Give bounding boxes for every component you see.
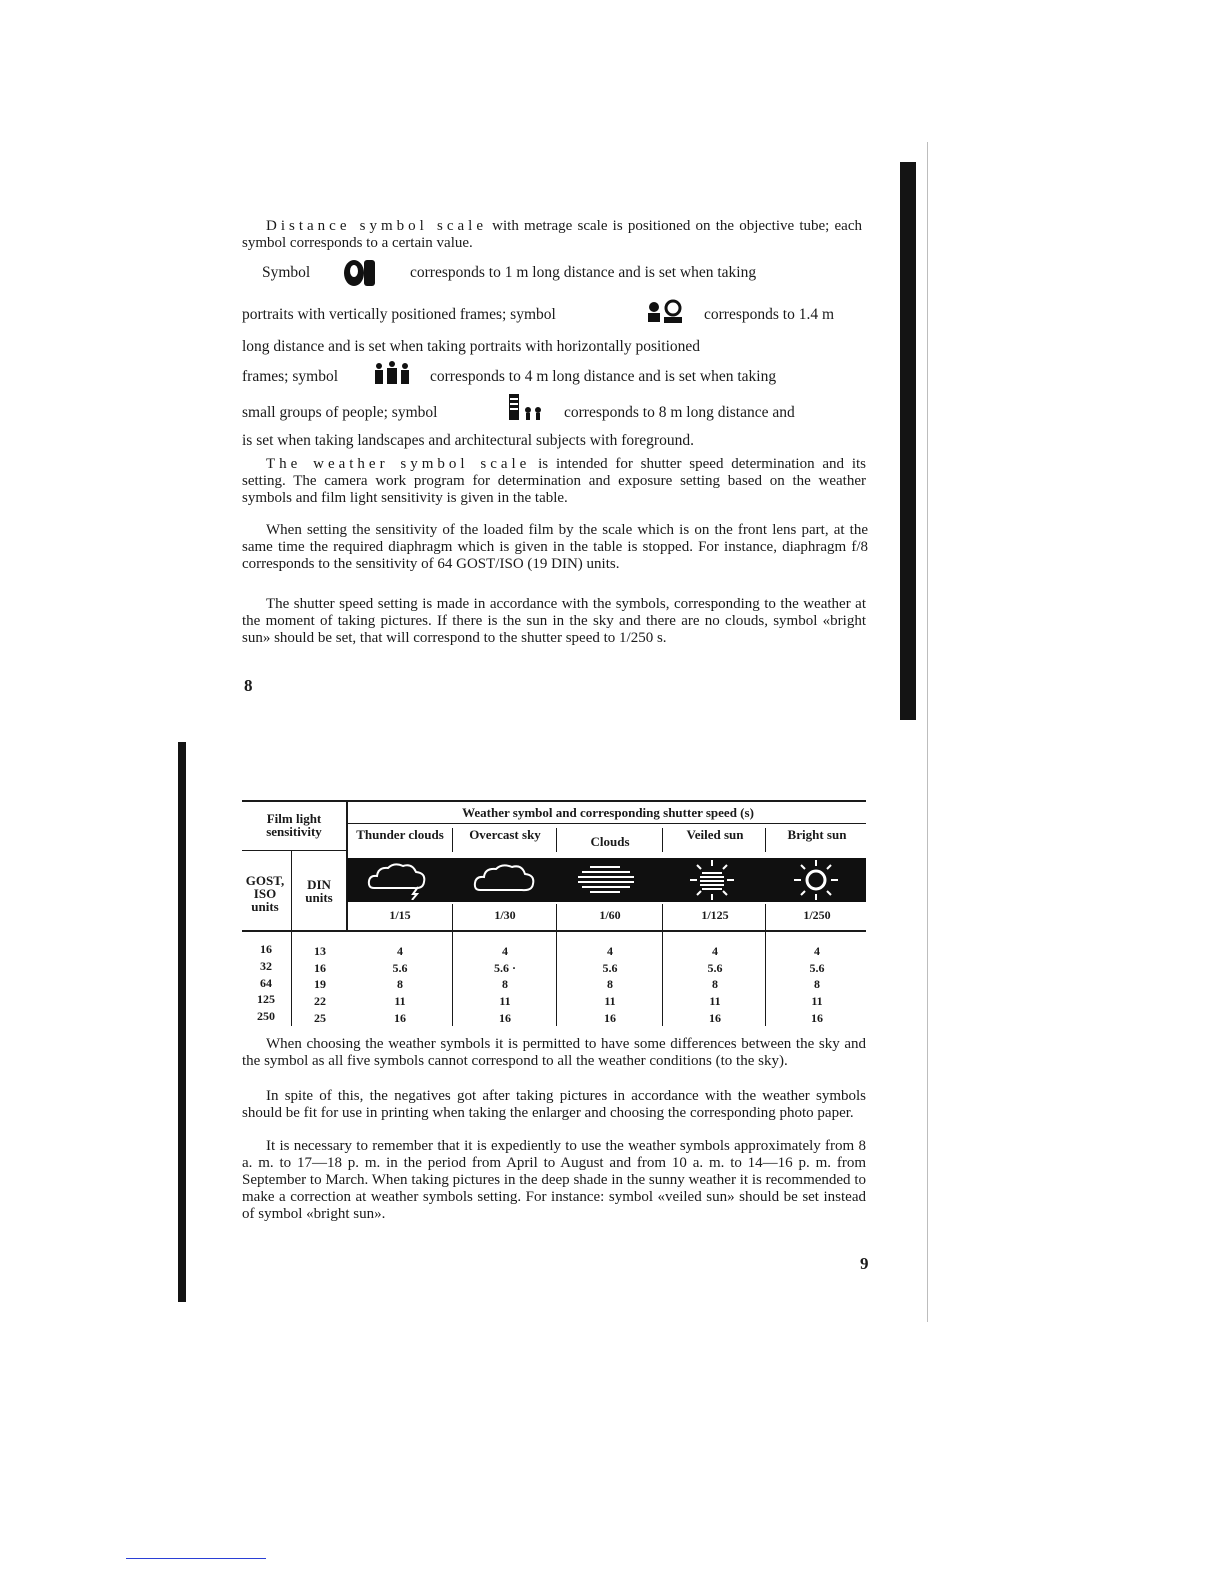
- weather-difference-text: When choosing the weather symbols it is permitted to have some differences between the sky and the symbol as all five symbols cannot correspond to all the weather conditions (to the sky).: [242, 1036, 866, 1069]
- symbol-line-1-post: corresponds to 1 m long distance and is set when taking: [410, 264, 757, 281]
- distance-scale-paragraph: [242, 218, 862, 252]
- shutter-text: The shutter speed setting is made in accordance with the symbols, corresponding to the weather at the moment of taking pictures. If there is the sun in the sky and there are no clouds, symbol «bright sun» should be set, that will correspond to the shutter speed to 1/250 s.: [242, 596, 866, 646]
- col-veiled-sun: Veiled sun: [686, 827, 744, 842]
- portrait-horizontal-icon: [646, 298, 686, 326]
- time-of-day-text: It is necessary to remember that it is expediently to use the weather symbols approximately from 8 a. m. to 17—18 p. m. in the period from April to August and from 10 a. m. to 14—16 p. m. from September to March. When taking pictures in the deep shade in the sunny weather it is recommended to make a correction at weather symbols setting. For instance: symbol «veiled sun» should be set instead of symbol «bright sun».: [242, 1138, 866, 1222]
- aperture-value: 4: [712, 944, 718, 958]
- aperture-value: 11: [709, 994, 721, 1008]
- aperture-value: 4: [814, 944, 820, 958]
- aperture-value: 11: [394, 994, 406, 1008]
- shutter-paragraph: [242, 596, 866, 647]
- aperture-value: 4: [397, 944, 403, 958]
- overcast-cloud-icon: [472, 860, 538, 900]
- aperture-value: 4: [607, 944, 613, 958]
- distance-scale-term: Distance symbol scale: [266, 218, 487, 234]
- symbol-line-4-post: corresponds to 4 m long distance and is set when taking: [430, 368, 777, 385]
- thunder-cloud-icon: [366, 860, 432, 900]
- aperture-value: 8: [502, 977, 508, 991]
- sensitivity-text: When setting the sensitivity of the loaded film by the scale which is on the front lens part, at the same time the required diaphragm which is given in the table is stopped. For instance, diaphragm f/8 corresponds to the sensitivity of 64 GOST/ISO (19 DIN) units.: [242, 522, 868, 572]
- weather-header-rule: [347, 823, 866, 824]
- col-divider-2: [556, 828, 557, 852]
- table-top-rule: [242, 800, 866, 802]
- gost-value: 64: [260, 976, 272, 990]
- aperture-value: 8: [397, 977, 403, 991]
- gost-din-divider: [291, 850, 292, 1026]
- page-number-9: 9: [860, 1254, 869, 1273]
- shutter-speed-2: 1/30: [494, 908, 516, 922]
- aperture-value: 5.6: [707, 961, 723, 975]
- portrait-vertical-icon: [342, 258, 378, 288]
- aperture-value: 5.6: [602, 961, 618, 975]
- din-value: 19: [314, 977, 326, 991]
- scan-border-left: [178, 742, 186, 1302]
- din-header: DIN units: [305, 877, 333, 905]
- aperture-value: 8: [814, 977, 820, 991]
- symbol-line-3-text: long distance and is set when taking portraits with horizontally positioned: [242, 338, 701, 355]
- aperture-value: 5.6 ·: [493, 961, 516, 975]
- col-divider-4b: [765, 904, 766, 1026]
- col-divider-3: [662, 828, 663, 852]
- negatives-paragraph: [242, 1088, 866, 1122]
- symbol-line-6-text: is set when taking landscapes and architectural subjects with foreground.: [242, 432, 694, 449]
- col-divider-2b: [556, 904, 557, 1026]
- film-header-rule: [242, 850, 346, 851]
- shutter-speed-5: 1/250: [803, 908, 831, 922]
- symbol-line-2-post: corresponds to 1.4 m: [704, 306, 835, 323]
- bright-sun-icon: [792, 858, 840, 902]
- weather-scale-paragraph: [242, 456, 866, 507]
- aperture-value: 5.6: [392, 961, 408, 975]
- table-header-bottom-rule: [242, 930, 866, 932]
- col-overcast-sky: Overcast sky: [469, 827, 541, 842]
- aperture-value: 8: [712, 977, 718, 991]
- sensitivity-paragraph: [242, 522, 868, 573]
- symbol-line-1-pre: Symbol: [262, 264, 311, 281]
- symbol-line-5-pre: small groups of people; symbol: [242, 404, 438, 421]
- din-value: 22: [314, 994, 326, 1008]
- aperture-value: 11: [811, 994, 823, 1008]
- aperture-value: 5.6: [809, 961, 825, 975]
- aperture-value: 16: [709, 1011, 721, 1025]
- weather-scale-term: The weather symbol scale: [266, 456, 531, 472]
- symbol-line-4-pre: frames; symbol: [242, 368, 338, 385]
- gost-value: 16: [260, 942, 272, 956]
- aperture-value: 16: [394, 1011, 406, 1025]
- landscape-building-icon: [506, 392, 548, 422]
- gost-iso-header: GOST, ISO units: [245, 873, 285, 914]
- veiled-sun-icon: [688, 858, 736, 902]
- din-value: 16: [314, 961, 326, 975]
- distance-scale-text: with metrage scale is positioned on the objective tube; each symbol corresponds to a certain value.: [242, 218, 863, 251]
- aperture-value: 11: [499, 994, 511, 1008]
- col-bright-sun: Bright sun: [787, 827, 847, 842]
- aperture-value: 16: [499, 1011, 511, 1025]
- din-value: 13: [314, 944, 326, 958]
- negatives-text: In spite of this, the negatives got after taking pictures in accordance with the weather symbols should be fit for use in printing when taking the enlarger and choosing the corresponding photo paper.: [242, 1088, 866, 1121]
- col-divider-1b: [452, 904, 453, 1026]
- scan-border-right: [900, 162, 916, 720]
- col-divider-3b: [662, 904, 663, 1026]
- col-clouds: Clouds: [590, 834, 630, 849]
- symbol-line-2-pre: portraits with vertically positioned frames; symbol: [242, 306, 556, 323]
- gost-value: 250: [257, 1009, 275, 1023]
- col-divider-4: [765, 828, 766, 852]
- col-divider-1: [452, 828, 453, 852]
- aperture-value: 16: [811, 1011, 823, 1025]
- din-value: 25: [314, 1011, 326, 1025]
- col-thunder-clouds: Thunder clouds: [356, 827, 444, 842]
- clouds-haze-icon: [576, 862, 636, 898]
- shutter-speed-1: 1/15: [389, 908, 411, 922]
- film-sensitivity-header: Film light sensitivity: [266, 811, 322, 839]
- weather-header: Weather symbol and corresponding shutter speed (s): [462, 805, 754, 820]
- group-people-icon: [372, 360, 412, 386]
- aperture-value: 8: [607, 977, 613, 991]
- weather-difference-paragraph: [242, 1036, 866, 1070]
- aperture-value: 11: [604, 994, 616, 1008]
- aperture-value: 16: [604, 1011, 616, 1025]
- bottom-rule: [126, 1558, 266, 1559]
- weather-scale-text: is intended for shutter speed determination and its setting. The camera work program for determination and exposure setting based on the weather symbols and film light sensitivity is given in the table.: [242, 456, 866, 506]
- symbol-line-5-post: corresponds to 8 m long distance and: [564, 404, 795, 421]
- aperture-value: 4: [502, 944, 508, 958]
- gost-value: 32: [260, 959, 272, 973]
- page-number-8: 8: [244, 676, 253, 695]
- time-of-day-paragraph: [242, 1138, 866, 1223]
- page-edge-line: [927, 142, 928, 1322]
- shutter-speed-3: 1/60: [599, 908, 621, 922]
- gost-value: 125: [257, 992, 275, 1006]
- shutter-speed-4: 1/125: [701, 908, 729, 922]
